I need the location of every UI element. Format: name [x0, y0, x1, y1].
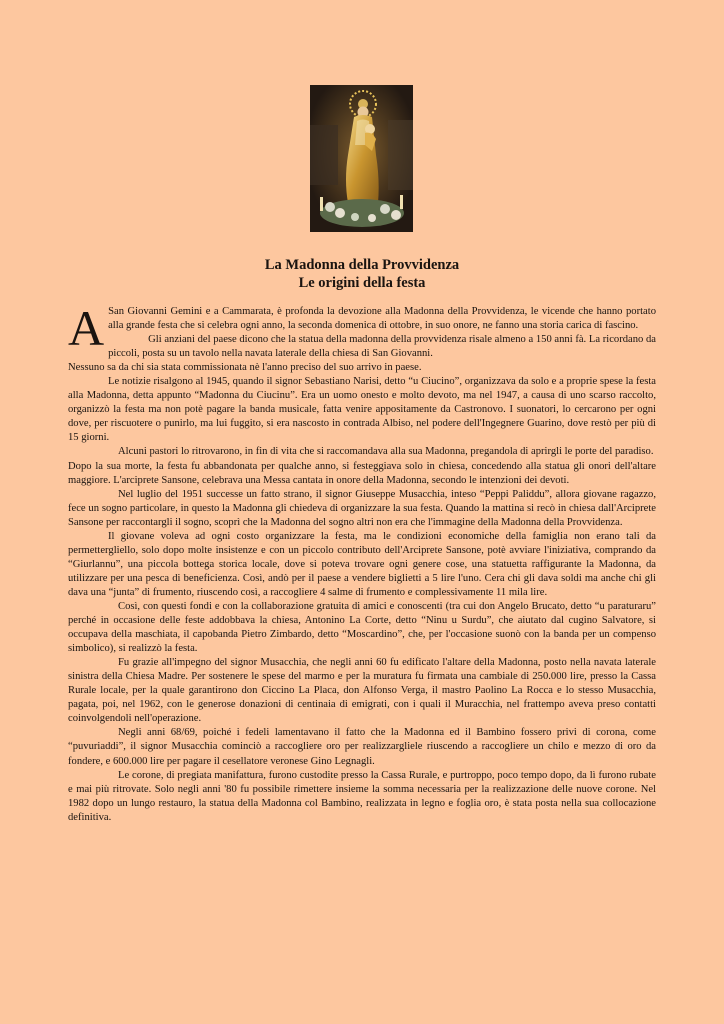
- drop-cap: A: [68, 300, 105, 356]
- paragraph: Dopo la sua morte, la festa fu abbandonata per qualche anno, si festeggiava solo in chiesa, concedendo alla statua gli onori dell'altare maggiore. L'arciprete Sansone, celebrava una Messa cantata in onore della Madonna, secondo le intenzioni dei devoti.: [68, 460, 656, 486]
- paragraph: Le corone, di pregiata manifattura, furono custodite presso la Cassa Rurale, e purtroppo, poco tempo dopo, da lì furono rubate e mai più ritrovate. Solo negli anni '80 fu possibile rimettere insieme la somma necessaria per la realizzazione delle nuove corone. Nel 1982 dopo un lungo restauro, la statua della Madonna col Bambino, realizzata in legno e foglia oro, è stata posta nella sua collocazione definitiva.: [68, 769, 656, 823]
- paragraph: Nessuno sa da chi sia stata commissionata nè l'anno preciso del suo arrivo in paese.: [68, 362, 422, 374]
- madonna-statue-photo: [310, 85, 413, 232]
- intro-text: San Giovanni Gemini e a Cammarata, è profonda la devozione alla Madonna della Provvidenza, le vicende che hanno portato alla grande festa che si celebra ogni anno, la seconda domenica di ottobre, in suo onore, ne fanno una storia carica di fascino.: [108, 306, 656, 332]
- paragraph: Gli anziani del paese dicono che la statua della madonna della provvidenza risale almeno a 150 anni fà. La ricordano da piccoli, posta su un tavolo nella navata laterale della chiesa di San Giovanni.: [108, 334, 656, 360]
- paragraph: Nel luglio del 1951 successe un fatto strano, il signor Giuseppe Musacchia, inteso “Peppi Paliddu”, allora giovane ragazzo, fece un sogno particolare, in questo la Madonna gli chiedeva di organizzare la sua festa. Quando la mattina si recò in chiesa dall'Arciprete Sansone per raccontargli il sogno, scoprì che la Madonna del sogno altri non era che l'immagine della Madonna della Provvidenza.: [68, 488, 656, 528]
- paragraph: Il giovane voleva ad ogni costo organizzare la festa, ma le condizioni economiche della famiglia non erano tali da permettergliello, solo dopo molte insistenze e con un piccolo contributo dell'Arciprete Sansone, potè avviare l'iniziativa, comprando da “Giurlannu”, una piccola bottega storica locale, dove si poteva trovare ogni genere cose, una statuetta raffigurante la Madonna, da utilizzare per una pesca di beneficienza. Così, andò per il paese a vendere biglietti a 5 lire l'uno. Cera chi gli dava soldi ma anche chi gli dava una “junta” di frumento, riuscendo così, a raccogliere 4 salme di frumento e complessivamente 11 mila lire.: [68, 530, 656, 598]
- paragraph: Fu grazie all'impegno del signor Musacchia, che negli anni 60 fu edificato l'altare della Madonna, posto nella navata laterale sinistra della Chiesa Madre. Per sostenere le spese del marmo e per la muratura fu firmata una cambiale di 250.000 lire, presso la Cassa Rurale locale, per la quale garantirono don Ciccino La Placa, don Alfonso Verga, il mastro Paolino La Rocca e lo stesso Musacchia, pagata, poi, nel 1962, con le generose donazioni di centinaia di emigrati, con i quali il Muracchia, nel frattempo aveva preso contatti coinvolgendoli nell'operazione.: [68, 657, 656, 725]
- paragraph: Così, con questi fondi e con la collaborazione gratuita di amici e conoscenti (tra cui don Angelo Brucato, detto “u paraturaru” perché in occasione delle feste addobbava la chiesa, Antonino La Corte, detto “Ninu u Surdu”, che aiutato dal cugino Salvatore, si occupava della maschiata, il capobanda Pietro Zimbardo, detto “Moscardino”, che, per l'occasione suonò con la banda per un compenso simbolico), si realizzò la festa.: [68, 600, 656, 655]
- paragraph: Le notizie risalgono al 1945, quando il signor Sebastiano Narisi, detto “u Ciucino”, organizzava da solo e a proprie spese la festa alla Madonna, detta appunto “Madonna du Ciucinu”. Era un uomo onesto e molto devoto, ma nel 1947, a causa di uno scarso raccolto, organizzò la festa ma non potè pagare la banda musicale, fatta venire appositamente da Castronovo. I suonatori, lo cercarono per ogni dove, per riscuotere o punirlo, ma lui fuggito, si era nascosto in contrada Albiso, nel podere dell'Ingegnere Guarino, dove restò per più di 15 giorni.: [68, 376, 656, 444]
- paragraph: Negli anni 68/69, poiché i fedeli lamentavano il fatto che la Madonna ed il Bambino fossero privi di corona, come “puvuriaddi”, il signor Musacchia cominciò a raccogliere oro per realizzargliele riuscendo a raccogliere un chilo e mezzo di oro da fondere, e 600.000 lire per pagare il cesellatore veronese Gino Legnagli.: [68, 727, 656, 767]
- page-subtitle: Le origini della festa: [298, 275, 426, 291]
- article-body: [68, 300, 656, 825]
- page-title: La Madonna della Provvidenza: [264, 257, 460, 273]
- paragraph: Alcuni pastori lo ritrovarono, in fin di vita che si raccomandava alla sua Madonna, pregandola di aprirgli le porte del paradiso.: [118, 446, 654, 458]
- madonna-statue-image: [310, 85, 413, 232]
